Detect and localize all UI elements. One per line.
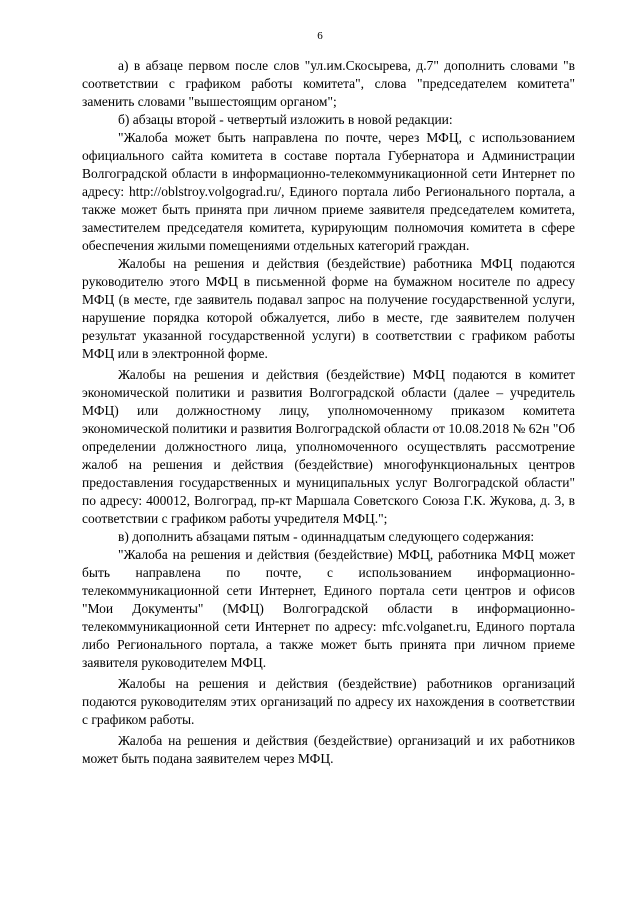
paragraph-mfc-worker-complaints: Жалобы на решения и действия (бездействие) работника МФЦ подаются руководителю этого МФЦ в письменной форме на бумажном носителе по адресу МФЦ (в месте, где заявитель подавал запрос на получение государственной услуги, нарушение порядка которой обжалуется, либо в месте, где заявителем получен результат указанной государственной услуги) в соответствии с графиком работы МФЦ или в электронной форме. [82,256,575,361]
paragraph-amendment-b: б) абзацы второй - четвертый изложить в новой редакции: [118,112,453,127]
document-body [82,57,575,771]
paragraph-amendment-c: в) дополнить абзацами пятым - одиннадцатым следующего содержания: [118,529,535,544]
paragraph-mfc-complaint-channels: "Жалоба на решения и действия (бездействие) МФЦ, работника МФЦ может быть направлена по почте, с использованием информационно-телекоммуникационной сети Интернет, Единого портала сети центров и офисов "Мои Документы" (МФЦ) Волгоградской области в информационно-телекоммуникационной сети Интернет по адресу: mfc.volganet.ru, Единого портала либо Регионального портала, а также может быть принята при личном приеме заявителя руководителем МФЦ. [82,547,575,670]
page-number: 6 [317,30,323,42]
paragraph-mfc-complaints: Жалобы на решения и действия (бездействие) МФЦ подаются в комитет экономической политики и развития Волгоградской области (далее – учредитель МФЦ) или должностному лицу, уполномоченному приказом комитета экономической политики и развития Волгоградской области от 10.08.2018 № 62н "Об определении должностного лица, уполномоченного осуществлять рассмотрение жалоб на решения и действия (бездействие) многофункциональных центров предоставления государственных и муниципальных услуг Волгоградской области" по адресу: 400012, Волгоград, пр-кт Маршала Советского Союза Г.К. Жукова, д. 3, в соответствии с графиком работы учредителя МФЦ."; [82,367,575,526]
paragraph-complaint-channels: "Жалоба может быть направлена по почте, через МФЦ, с использованием официального сайта комитета в составе портала Губернатора и Администрации Волгоградской области в информационно-телекоммуникационной сети Интернет по адресу: http://oblstroy.volgograd.ru/, Единого портала либо Регионального портала, а также может быть принята при личном приеме заявителя председателем комитета, заместителем председателя комитета, курирующим полномочия комитета в сфере обеспечения жилыми помещениями отдельных категорий граждан. [82,130,575,253]
paragraph-amendment-a: а) в абзаце первом после слов "ул.им.Скосырева, д.7" дополнить словами "в соответствии с графиком работы комитета", слова "председателем комитета" заменить словами "вышестоящим органом"; [82,58,575,109]
paragraph-organization-complaints: Жалобы на решения и действия (бездействие) работников организаций подаются руководителям этих организаций по адресу их нахождения в соответствии с графиком работы. [82,676,575,727]
paragraph-organization-via-mfc: Жалоба на решения и действия (бездействие) организаций и их работников может быть подана заявителем через МФЦ. [82,733,575,766]
